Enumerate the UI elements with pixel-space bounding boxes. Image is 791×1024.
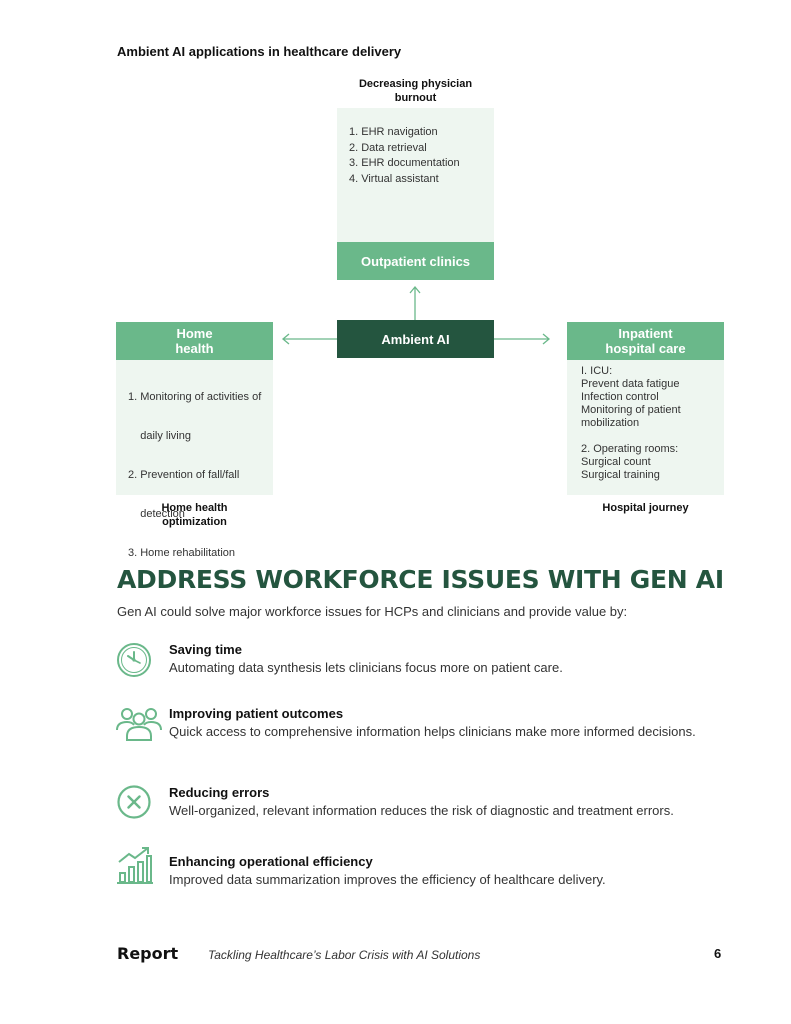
home-health-caption <box>116 501 273 529</box>
list-item: daily living <box>128 430 191 442</box>
benefit-desc: Automating data synthesis lets clinicians focus more on patient care. <box>169 660 563 675</box>
people-icon <box>115 706 163 742</box>
list-item: 1. Monitoring of activities of <box>128 391 262 403</box>
inpatient-header-line-1: Inpatient <box>618 326 673 341</box>
inpatient-list <box>581 365 681 482</box>
list-item: detection <box>128 508 185 520</box>
home-health-list <box>128 365 261 573</box>
home-health-caption-line-2: optimization <box>162 516 227 528</box>
list-item: Prevent data fatigue <box>581 378 680 390</box>
list-item: mobilization <box>581 417 640 429</box>
list-item: 2. Prevention of fall/fall <box>128 469 240 481</box>
top-caption-line-2: burnout <box>394 92 437 104</box>
ambient-ai-node <box>337 320 494 358</box>
growth-chart-icon <box>117 846 153 884</box>
home-health-header-line-2: health <box>175 341 214 356</box>
list-item: 1. EHR navigation <box>349 126 438 138</box>
x-circle-icon <box>117 785 153 821</box>
list-item: 3. Home rehabilitation <box>128 547 236 559</box>
inpatient-header <box>567 322 724 360</box>
benefit-reducing-errors <box>117 785 737 825</box>
benefit-saving-time <box>117 642 737 682</box>
benefit-title: Enhancing operational efficiency <box>169 854 373 869</box>
list-item: Infection control <box>581 391 659 403</box>
home-health-header <box>116 322 273 360</box>
benefit-patient-outcomes <box>117 706 737 746</box>
list-item: Surgical training <box>581 469 660 481</box>
outpatient-header-label: Outpatient clinics <box>360 253 471 269</box>
list-item: 2. Data retrieval <box>349 141 427 154</box>
clock-icon <box>117 642 153 678</box>
figure-title: Ambient AI applications in healthcare delivery <box>117 44 402 59</box>
inpatient-caption: Hospital journey <box>602 502 689 514</box>
list-item: 4. Virtual assistant <box>349 172 439 185</box>
footer-brand: Report <box>117 944 179 963</box>
benefit-title: Saving time <box>169 642 242 657</box>
benefit-operational-efficiency <box>117 854 737 894</box>
benefit-title: Reducing errors <box>169 785 270 800</box>
inpatient-header-line-2: hospital care <box>605 341 686 356</box>
list-item: 3. EHR documentation <box>349 157 460 169</box>
page-number: 6 <box>714 946 722 961</box>
top-caption-line-1: Decreasing physician <box>358 78 473 90</box>
footer-title: Tackling Healthcare’s Labor Crisis with AI Solutions <box>208 948 481 962</box>
list-item: Monitoring of patient <box>581 404 681 416</box>
section-intro: Gen AI could solve major workforce issues for HCPs and clinicians and provide value by: <box>117 604 628 619</box>
benefit-desc: Well-organized, relevant information reduces the risk of diagnostic and treatment errors. <box>169 803 674 818</box>
list-item: 2. Operating rooms: <box>581 443 679 455</box>
list-item: Surgical count <box>581 456 651 468</box>
benefit-desc: Improved data summarization improves the efficiency of healthcare delivery. <box>169 872 606 887</box>
home-health-caption-line-1: Home health <box>161 502 228 514</box>
home-health-header-line-1: Home <box>176 326 213 341</box>
benefit-title: Improving patient outcomes <box>169 706 344 721</box>
ambient-ai-label: Ambient AI <box>381 331 450 347</box>
benefit-desc: Quick access to comprehensive information helps clinicians make more informed decisions. <box>169 724 696 739</box>
list-item: I. ICU: <box>581 365 613 377</box>
list-item <box>581 430 681 443</box>
section-heading: ADDRESS WORKFORCE ISSUES WITH GEN AI <box>117 565 724 594</box>
